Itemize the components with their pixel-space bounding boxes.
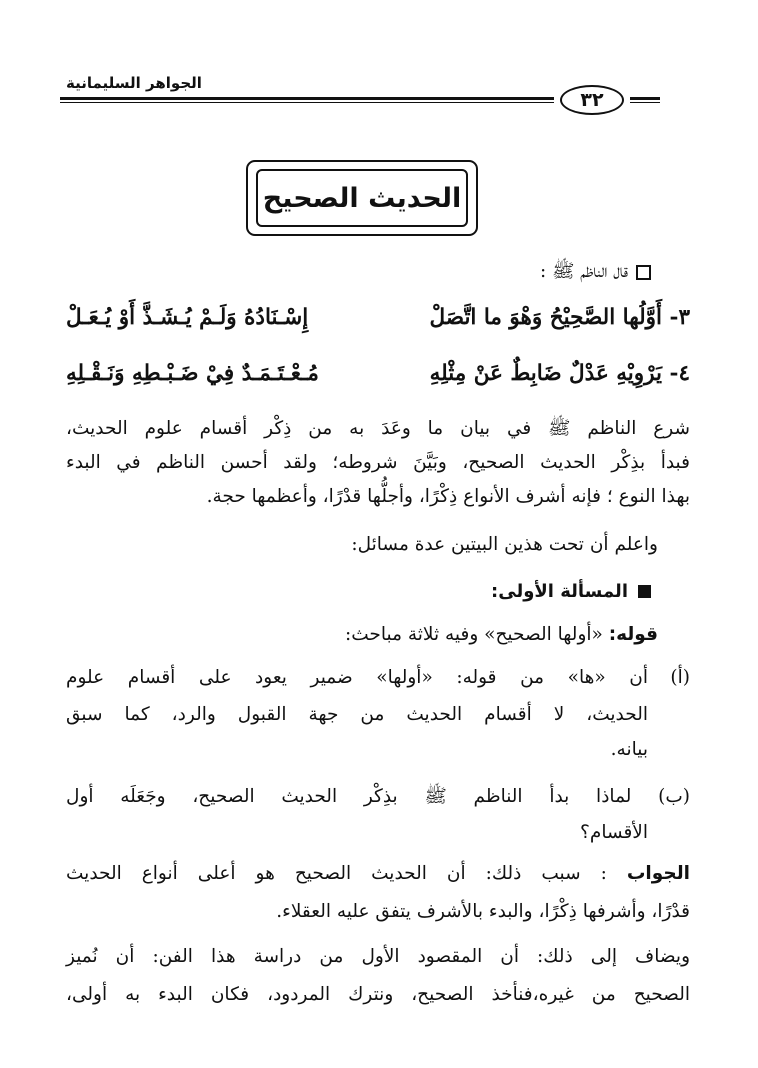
verse-4-second-hemistich: مُـعْـتَـمَـدٌ فِيْ ضَـبْـطِهِ وَنَـقْـلِهِ [66, 361, 319, 386]
verse-3-first-hemistich: ٣- أَوَّلُها الصَّحِيْحُ وَهْوَ ما اتَّصَلْ [429, 305, 690, 330]
para2-line: واعلم أن تحت هذين البيتين عدة مسائل: [351, 534, 658, 555]
addendum-line-1: ويضاف إلى ذلك: أن المقصود الأول من دراسة هذا الفن: أن نُميز [66, 946, 690, 967]
answer-line-1-rest: : سبب ذلك: أن الحديث الصحيح هو أعلى أنواع الحديث [66, 863, 627, 884]
running-title: الجواهر السليمانية [66, 74, 202, 92]
item-a-line-2: الحديث، لا أقسام الحديث من جهة القبول والرد، كما سبق [66, 704, 648, 725]
chapter-title: الحديث الصحيح [262, 182, 462, 214]
header-rule-stub [630, 97, 660, 100]
answer-line-1 [66, 862, 690, 886]
intro-line: قال الناظم ﷺ : [539, 261, 628, 282]
page-number: ٣٢ [560, 85, 624, 115]
qawluhu-lead: قوله: [608, 624, 658, 645]
qawluhu-line [345, 623, 658, 647]
header-rule [60, 97, 554, 100]
para1-line-2: فبدأ بذِكْر الحديث الصحيح، وبَيَّنَ شروطه؛ ولقد أحسن الناظم في البدء [66, 452, 690, 473]
verse-3-second-hemistich: إِسْـنَادُهُ وَلَـمْ يُـشَـذَّ أَوْ يُـعَـلْ [66, 305, 309, 330]
section-heading: المسألة الأولى: [491, 581, 628, 602]
header-rule-thin [60, 102, 554, 103]
answer-line-2: قدْرًا، وأشرفها ذِكْرًا، والبدء بالأشرف يتفق عليه العقلاء. [276, 901, 690, 922]
checkbox-icon [636, 265, 651, 280]
para1-line-1: شرع الناظم ﷺ في بيان ما وعَدَ به من ذِكْر أقسام علوم الحديث، [66, 418, 690, 439]
square-bullet-icon [638, 585, 651, 598]
item-a-line-3: بيانه. [610, 739, 648, 760]
verse-4-first-hemistich: ٤- يَرْوِيْهِ عَدْلٌ ضَابِطٌ عَنْ مِثْلِهِ [429, 361, 690, 386]
para1-line-3: بهذا النوع ؛ فإنه أشرف الأنواع ذِكْرًا، وأجلُّها قدْرًا، وأعظمها حجة. [206, 486, 690, 507]
qawluhu-rest: «أولها الصحيح» وفيه ثلاثة مباحث: [345, 624, 609, 645]
item-a-line-1: أن «ها» من قوله: «أولها» ضمير يعود على أقسام علوم [66, 667, 648, 688]
item-a-marker: (أ) [670, 667, 690, 688]
item-b-line-2: الأقسام؟ [580, 822, 648, 843]
item-b-line-1: (ب) لماذا بدأ الناظم ﷺ بذِكْر الحديث الصحيح، وجَعَلَه أول [66, 786, 690, 807]
header-rule-stub-thin [630, 102, 660, 103]
addendum-line-2: الصحيح من غيره،فنأخذ الصحيح، ونترك المردود، فكان البدء به أولى، [66, 984, 690, 1005]
chapter-title-box [256, 169, 468, 227]
answer-lead: الجواب [626, 863, 690, 884]
